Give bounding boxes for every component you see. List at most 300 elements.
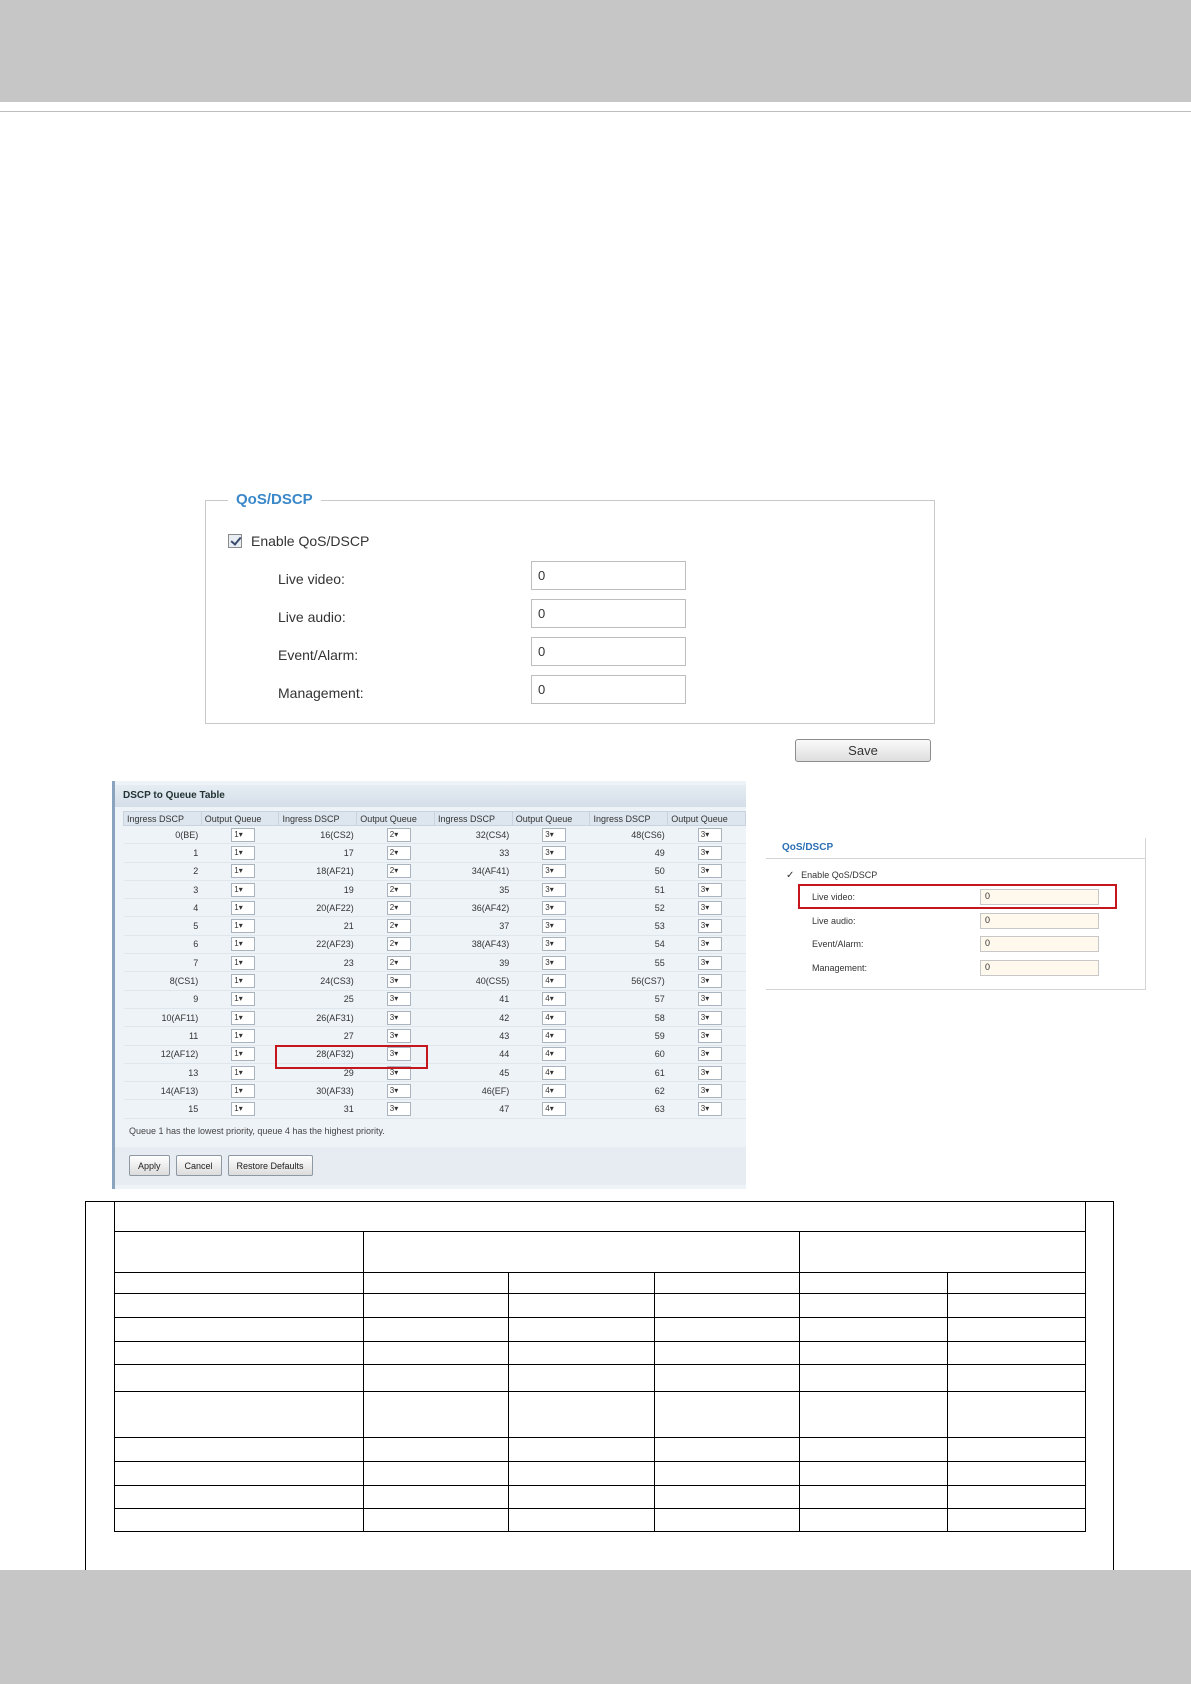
table-row bbox=[124, 1063, 746, 1081]
output-queue-cell bbox=[512, 899, 590, 917]
table-cell bbox=[655, 1273, 800, 1294]
output-queue-select[interactable] bbox=[698, 1102, 722, 1116]
output-queue-select[interactable] bbox=[387, 1011, 411, 1025]
event-alarm-input[interactable] bbox=[531, 637, 686, 666]
queue-value: 3 bbox=[545, 829, 550, 839]
output-queue-cell bbox=[512, 1082, 590, 1100]
ingress-dscp-cell: 20(AF22) bbox=[279, 899, 357, 917]
output-queue-cell bbox=[201, 1008, 279, 1026]
dropdown-arrow-icon: ▾ bbox=[549, 1049, 554, 1059]
queue-value: 2 bbox=[389, 921, 395, 931]
output-queue-select[interactable] bbox=[231, 1011, 255, 1025]
table-cell bbox=[509, 1438, 655, 1462]
dropdown-arrow-icon: ▾ bbox=[394, 1085, 399, 1095]
queue-priority-note: Queue 1 has the lowest priority, queue 4 has the highest priority. bbox=[129, 1126, 385, 1136]
table-cell bbox=[948, 1486, 1086, 1509]
queue-value: 1 bbox=[234, 939, 239, 949]
ingress-dscp-cell: 43 bbox=[434, 1027, 512, 1045]
table-cell bbox=[800, 1294, 948, 1318]
dropdown-arrow-icon: ▾ bbox=[705, 921, 710, 931]
table-row bbox=[115, 1462, 1086, 1486]
dropdown-arrow-icon: ▾ bbox=[705, 866, 710, 876]
management-input[interactable] bbox=[531, 675, 686, 704]
output-queue-select[interactable] bbox=[387, 901, 411, 915]
table-cell bbox=[509, 1509, 655, 1532]
output-queue-select[interactable] bbox=[542, 992, 566, 1006]
dropdown-arrow-icon: ▾ bbox=[394, 1012, 399, 1022]
table-cell bbox=[655, 1342, 800, 1365]
output-queue-select[interactable] bbox=[387, 846, 411, 860]
queue-value: 4 bbox=[545, 1085, 550, 1095]
table-row bbox=[115, 1509, 1086, 1532]
output-queue-select[interactable] bbox=[698, 974, 722, 988]
dropdown-arrow-icon: ▾ bbox=[705, 957, 710, 967]
ingress-dscp-cell: 27 bbox=[279, 1027, 357, 1045]
dropdown-arrow-icon: ▾ bbox=[705, 884, 710, 894]
output-queue-select[interactable] bbox=[698, 956, 722, 970]
ingress-dscp-cell: 60 bbox=[590, 1045, 668, 1063]
queue-value: 3 bbox=[389, 1085, 395, 1095]
ingress-dscp-cell: 9 bbox=[124, 990, 202, 1008]
table-cell bbox=[364, 1392, 509, 1438]
ingress-dscp-header: Ingress DSCP bbox=[279, 812, 357, 826]
queue-value: 3 bbox=[700, 884, 706, 894]
output-queue-select[interactable] bbox=[698, 828, 722, 842]
dropdown-arrow-icon: ▾ bbox=[705, 902, 710, 912]
dropdown-arrow-icon: ▾ bbox=[549, 1085, 554, 1095]
output-queue-select[interactable] bbox=[231, 1047, 255, 1061]
empty-grid-table bbox=[114, 1201, 1086, 1532]
output-queue-cell bbox=[201, 899, 279, 917]
output-queue-select[interactable] bbox=[231, 1102, 255, 1116]
output-queue-cell bbox=[668, 972, 746, 990]
table-cell bbox=[948, 1273, 1086, 1294]
queue-value: 3 bbox=[700, 1104, 706, 1114]
queue-value: 3 bbox=[389, 1049, 395, 1059]
queue-value: 1 bbox=[234, 866, 239, 876]
output-queue-header: Output Queue bbox=[668, 812, 746, 826]
table-row bbox=[124, 954, 746, 972]
output-queue-cell bbox=[357, 972, 435, 990]
queue-value: 1 bbox=[234, 1030, 239, 1040]
output-queue-select[interactable] bbox=[542, 901, 566, 915]
enable-qos-checkbox[interactable] bbox=[228, 534, 242, 548]
queue-value: 2 bbox=[389, 866, 395, 876]
output-queue-select[interactable] bbox=[387, 956, 411, 970]
output-queue-select[interactable] bbox=[231, 883, 255, 897]
table-cell bbox=[509, 1342, 655, 1365]
mini-live-video-label: Live video: bbox=[812, 892, 856, 902]
ingress-dscp-cell: 10(AF11) bbox=[124, 1008, 202, 1026]
output-queue-cell bbox=[201, 1100, 279, 1118]
output-queue-select[interactable] bbox=[542, 919, 566, 933]
output-queue-select[interactable] bbox=[698, 992, 722, 1006]
output-queue-select[interactable] bbox=[387, 828, 411, 842]
ingress-dscp-cell: 12(AF12) bbox=[124, 1045, 202, 1063]
mini-check-icon[interactable]: ✓ bbox=[786, 870, 795, 881]
ingress-dscp-cell: 29 bbox=[279, 1063, 357, 1081]
dropdown-arrow-icon: ▾ bbox=[238, 829, 243, 839]
ingress-dscp-cell: 8(CS1) bbox=[124, 972, 202, 990]
dropdown-arrow-icon: ▾ bbox=[549, 866, 554, 876]
output-queue-select[interactable] bbox=[231, 828, 255, 842]
dropdown-arrow-icon: ▾ bbox=[394, 994, 399, 1004]
ingress-dscp-cell: 51 bbox=[590, 880, 668, 898]
ingress-dscp-cell: 2 bbox=[124, 862, 202, 880]
output-queue-select[interactable] bbox=[231, 1029, 255, 1043]
table-cell bbox=[800, 1365, 948, 1392]
table-row bbox=[115, 1342, 1086, 1365]
ingress-dscp-cell: 48(CS6) bbox=[590, 826, 668, 844]
queue-value: 4 bbox=[545, 976, 550, 986]
live-video-highlight-box bbox=[798, 884, 1117, 909]
ingress-dscp-cell: 28(AF32) bbox=[279, 1045, 357, 1063]
output-queue-select[interactable] bbox=[698, 846, 722, 860]
queue-value: 3 bbox=[545, 866, 550, 876]
ingress-dscp-cell: 53 bbox=[590, 917, 668, 935]
mini-event-alarm-label: Event/Alarm: bbox=[812, 939, 864, 949]
output-queue-cell bbox=[512, 1027, 590, 1045]
output-queue-select[interactable] bbox=[231, 956, 255, 970]
dropdown-arrow-icon: ▾ bbox=[394, 1049, 399, 1059]
output-queue-cell bbox=[512, 862, 590, 880]
table-cell bbox=[948, 1365, 1086, 1392]
table-row bbox=[124, 844, 746, 862]
mini-management-input[interactable]: 0 bbox=[980, 960, 1099, 976]
mini-enable-row bbox=[786, 870, 877, 881]
table-row bbox=[124, 899, 746, 917]
table-cell bbox=[115, 1232, 364, 1273]
table-cell bbox=[115, 1318, 364, 1342]
output-queue-cell bbox=[201, 972, 279, 990]
ingress-dscp-cell: 7 bbox=[124, 954, 202, 972]
table-cell bbox=[115, 1365, 364, 1392]
dropdown-arrow-icon: ▾ bbox=[238, 1104, 243, 1114]
output-queue-select[interactable] bbox=[231, 1084, 255, 1098]
mini-live-video-input[interactable]: 0 bbox=[980, 889, 1099, 905]
queue-value: 3 bbox=[700, 1085, 706, 1095]
output-queue-select[interactable] bbox=[387, 992, 411, 1006]
queue-value: 1 bbox=[234, 1085, 239, 1095]
table-cell bbox=[655, 1365, 800, 1392]
output-queue-cell bbox=[357, 990, 435, 1008]
ingress-dscp-cell: 55 bbox=[590, 954, 668, 972]
dropdown-arrow-icon: ▾ bbox=[549, 1067, 554, 1077]
output-queue-cell bbox=[668, 899, 746, 917]
output-queue-header: Output Queue bbox=[512, 812, 590, 826]
table-cell bbox=[655, 1462, 800, 1486]
ingress-dscp-cell: 35 bbox=[434, 880, 512, 898]
output-queue-select[interactable] bbox=[542, 828, 566, 842]
dropdown-arrow-icon: ▾ bbox=[549, 884, 554, 894]
queue-value: 3 bbox=[545, 884, 550, 894]
event-alarm-label: Event/Alarm: bbox=[278, 647, 359, 663]
table-cell bbox=[364, 1232, 800, 1273]
ingress-dscp-cell: 46(EF) bbox=[434, 1082, 512, 1100]
queue-value: 3 bbox=[700, 1067, 706, 1077]
queue-value: 3 bbox=[700, 957, 706, 967]
table-row bbox=[124, 880, 746, 898]
dropdown-arrow-icon: ▾ bbox=[238, 866, 243, 876]
output-queue-select[interactable] bbox=[542, 1084, 566, 1098]
dropdown-arrow-icon: ▾ bbox=[394, 1067, 399, 1077]
queue-value: 1 bbox=[234, 884, 239, 894]
output-queue-cell bbox=[512, 880, 590, 898]
table-row bbox=[115, 1294, 1086, 1318]
dropdown-arrow-icon: ▾ bbox=[238, 847, 243, 857]
queue-value: 4 bbox=[545, 1012, 550, 1022]
output-queue-select[interactable] bbox=[698, 937, 722, 951]
table-cell bbox=[364, 1486, 509, 1509]
dscp-queue-table bbox=[123, 811, 746, 1119]
queue-value: 3 bbox=[545, 902, 550, 912]
ingress-dscp-cell: 40(CS5) bbox=[434, 972, 512, 990]
ingress-dscp-cell: 50 bbox=[590, 862, 668, 880]
queue-value: 3 bbox=[700, 847, 706, 857]
output-queue-cell bbox=[357, 954, 435, 972]
dropdown-arrow-icon: ▾ bbox=[549, 976, 554, 986]
output-queue-select[interactable] bbox=[698, 1011, 722, 1025]
output-queue-cell bbox=[668, 862, 746, 880]
output-queue-cell bbox=[668, 1100, 746, 1118]
ingress-dscp-cell: 34(AF41) bbox=[434, 862, 512, 880]
output-queue-cell bbox=[201, 826, 279, 844]
dropdown-arrow-icon: ▾ bbox=[394, 1030, 399, 1040]
queue-value: 3 bbox=[545, 957, 550, 967]
output-queue-select[interactable] bbox=[542, 864, 566, 878]
output-queue-select[interactable] bbox=[387, 883, 411, 897]
restore-defaults-button[interactable]: Restore Defaults bbox=[228, 1155, 313, 1176]
dropdown-arrow-icon: ▾ bbox=[549, 994, 554, 1004]
dropdown-arrow-icon: ▾ bbox=[394, 957, 399, 967]
mini-live-audio-input[interactable]: 0 bbox=[980, 913, 1099, 929]
dropdown-arrow-icon: ▾ bbox=[549, 1030, 554, 1040]
dropdown-arrow-icon: ▾ bbox=[549, 902, 554, 912]
table-cell bbox=[655, 1392, 800, 1438]
table-row bbox=[115, 1438, 1086, 1462]
table-cell bbox=[509, 1392, 655, 1438]
save-button[interactable]: Save bbox=[795, 739, 931, 762]
output-queue-cell bbox=[357, 880, 435, 898]
output-queue-cell bbox=[512, 1100, 590, 1118]
ingress-dscp-cell: 18(AF21) bbox=[279, 862, 357, 880]
dropdown-arrow-icon: ▾ bbox=[549, 921, 554, 931]
dropdown-arrow-icon: ▾ bbox=[238, 1067, 243, 1077]
ingress-dscp-cell: 24(CS3) bbox=[279, 972, 357, 990]
output-queue-cell bbox=[201, 1027, 279, 1045]
af32-highlight-box bbox=[275, 1045, 428, 1069]
output-queue-select[interactable] bbox=[231, 974, 255, 988]
table-cell bbox=[115, 1486, 364, 1509]
output-queue-select[interactable] bbox=[231, 937, 255, 951]
dscp-header-row bbox=[124, 812, 746, 826]
mini-qos-panel bbox=[766, 838, 1146, 990]
queue-value: 2 bbox=[389, 902, 395, 912]
ingress-dscp-cell: 42 bbox=[434, 1008, 512, 1026]
output-queue-select[interactable] bbox=[542, 1047, 566, 1061]
ingress-dscp-cell: 52 bbox=[590, 899, 668, 917]
output-queue-select[interactable] bbox=[542, 1066, 566, 1080]
mini-live-audio-label: Live audio: bbox=[812, 916, 856, 926]
ingress-dscp-cell: 25 bbox=[279, 990, 357, 1008]
table-cell bbox=[655, 1438, 800, 1462]
output-queue-select[interactable] bbox=[542, 956, 566, 970]
queue-value: 3 bbox=[545, 847, 550, 857]
ingress-dscp-cell: 5 bbox=[124, 917, 202, 935]
output-queue-cell bbox=[668, 1063, 746, 1081]
queue-value: 3 bbox=[700, 939, 706, 949]
table-row bbox=[124, 1008, 746, 1026]
output-queue-select[interactable] bbox=[231, 992, 255, 1006]
dropdown-arrow-icon: ▾ bbox=[238, 921, 243, 931]
output-queue-select[interactable] bbox=[698, 1084, 722, 1098]
output-queue-select[interactable] bbox=[542, 1102, 566, 1116]
table-cell bbox=[655, 1294, 800, 1318]
output-queue-select[interactable] bbox=[698, 901, 722, 915]
output-queue-select[interactable] bbox=[698, 883, 722, 897]
ingress-dscp-cell: 45 bbox=[434, 1063, 512, 1081]
output-queue-header: Output Queue bbox=[357, 812, 435, 826]
output-queue-cell bbox=[668, 1082, 746, 1100]
output-queue-cell bbox=[668, 1027, 746, 1045]
page-footer-band bbox=[0, 1570, 1191, 1684]
output-queue-cell bbox=[668, 990, 746, 1008]
queue-value: 3 bbox=[700, 921, 706, 931]
ingress-dscp-cell: 11 bbox=[124, 1027, 202, 1045]
queue-value: 1 bbox=[234, 994, 239, 1004]
output-queue-cell bbox=[512, 972, 590, 990]
table-row bbox=[124, 990, 746, 1008]
management-label: Management: bbox=[278, 685, 364, 701]
cancel-button[interactable]: Cancel bbox=[176, 1155, 222, 1176]
queue-value: 2 bbox=[389, 957, 395, 967]
dropdown-arrow-icon: ▾ bbox=[238, 1049, 243, 1059]
table-cell bbox=[948, 1462, 1086, 1486]
output-queue-select[interactable] bbox=[387, 937, 411, 951]
output-queue-select[interactable] bbox=[698, 1066, 722, 1080]
live-audio-input[interactable] bbox=[531, 599, 686, 628]
output-queue-cell bbox=[512, 844, 590, 862]
output-queue-select[interactable] bbox=[698, 1029, 722, 1043]
dropdown-arrow-icon: ▾ bbox=[705, 847, 710, 857]
queue-value: 2 bbox=[389, 939, 395, 949]
queue-value: 4 bbox=[545, 1104, 550, 1114]
output-queue-select[interactable] bbox=[542, 974, 566, 988]
output-queue-cell bbox=[668, 917, 746, 935]
dropdown-arrow-icon: ▾ bbox=[549, 847, 554, 857]
table-cell bbox=[115, 1462, 364, 1486]
output-queue-select[interactable] bbox=[542, 883, 566, 897]
output-queue-select[interactable] bbox=[231, 864, 255, 878]
ingress-dscp-cell: 49 bbox=[590, 844, 668, 862]
ingress-dscp-cell: 26(AF31) bbox=[279, 1008, 357, 1026]
ingress-dscp-cell: 36(AF42) bbox=[434, 899, 512, 917]
output-queue-cell bbox=[512, 935, 590, 953]
output-queue-select[interactable] bbox=[387, 974, 411, 988]
ingress-dscp-cell: 14(AF13) bbox=[124, 1082, 202, 1100]
ingress-dscp-cell: 21 bbox=[279, 917, 357, 935]
output-queue-select[interactable] bbox=[542, 937, 566, 951]
dropdown-arrow-icon: ▾ bbox=[705, 1085, 710, 1095]
output-queue-select[interactable] bbox=[698, 864, 722, 878]
output-queue-select[interactable] bbox=[542, 846, 566, 860]
table-cell bbox=[364, 1294, 509, 1318]
output-queue-cell bbox=[357, 1027, 435, 1045]
mini-enable-label: Enable QoS/DSCP bbox=[801, 870, 878, 880]
table-cell bbox=[800, 1509, 948, 1532]
output-queue-cell bbox=[357, 844, 435, 862]
output-queue-select[interactable] bbox=[387, 1084, 411, 1098]
output-queue-select[interactable] bbox=[542, 1029, 566, 1043]
table-cell bbox=[364, 1365, 509, 1392]
apply-button[interactable]: Apply bbox=[129, 1155, 170, 1176]
ingress-dscp-cell: 1 bbox=[124, 844, 202, 862]
queue-value: 3 bbox=[700, 994, 706, 1004]
dropdown-arrow-icon: ▾ bbox=[549, 829, 554, 839]
mini-event-alarm-input[interactable]: 0 bbox=[980, 936, 1099, 952]
output-queue-cell bbox=[201, 862, 279, 880]
output-queue-cell bbox=[668, 954, 746, 972]
ingress-dscp-cell: 59 bbox=[590, 1027, 668, 1045]
dscp-queue-panel bbox=[112, 781, 746, 1189]
output-queue-select[interactable] bbox=[231, 901, 255, 915]
queue-value: 4 bbox=[545, 1049, 550, 1059]
output-queue-cell bbox=[512, 954, 590, 972]
dropdown-arrow-icon: ▾ bbox=[394, 866, 399, 876]
output-queue-cell bbox=[357, 1008, 435, 1026]
table-cell bbox=[948, 1438, 1086, 1462]
mini-qos-divider bbox=[766, 858, 1146, 859]
table-row bbox=[115, 1273, 1086, 1294]
output-queue-cell bbox=[201, 990, 279, 1008]
dropdown-arrow-icon: ▾ bbox=[238, 1012, 243, 1022]
table-cell bbox=[364, 1273, 509, 1294]
output-queue-select[interactable] bbox=[387, 1029, 411, 1043]
live-video-input[interactable] bbox=[531, 561, 686, 590]
dropdown-arrow-icon: ▾ bbox=[705, 1067, 710, 1077]
output-queue-select[interactable] bbox=[387, 919, 411, 933]
table-cell bbox=[655, 1318, 800, 1342]
output-queue-select[interactable] bbox=[231, 1066, 255, 1080]
output-queue-cell bbox=[357, 1100, 435, 1118]
dropdown-arrow-icon: ▾ bbox=[238, 957, 243, 967]
queue-value: 4 bbox=[545, 1030, 550, 1040]
header-divider bbox=[0, 111, 1191, 112]
table-row bbox=[115, 1202, 1086, 1232]
dropdown-arrow-icon: ▾ bbox=[549, 939, 554, 949]
output-queue-cell bbox=[201, 844, 279, 862]
enable-qos-row bbox=[228, 533, 369, 549]
output-queue-select[interactable] bbox=[231, 846, 255, 860]
dropdown-arrow-icon: ▾ bbox=[394, 939, 399, 949]
output-queue-select[interactable] bbox=[698, 1047, 722, 1061]
output-queue-cell bbox=[512, 1063, 590, 1081]
table-row bbox=[124, 935, 746, 953]
output-queue-cell bbox=[668, 844, 746, 862]
table-cell bbox=[800, 1392, 948, 1438]
table-cell bbox=[364, 1509, 509, 1532]
output-queue-select[interactable] bbox=[542, 1011, 566, 1025]
queue-value: 1 bbox=[234, 1012, 239, 1022]
output-queue-cell bbox=[357, 826, 435, 844]
queue-value: 3 bbox=[389, 1030, 395, 1040]
ingress-dscp-cell: 37 bbox=[434, 917, 512, 935]
output-queue-select[interactable] bbox=[698, 919, 722, 933]
dropdown-arrow-icon: ▾ bbox=[394, 847, 399, 857]
output-queue-select[interactable] bbox=[231, 919, 255, 933]
output-queue-select[interactable] bbox=[387, 864, 411, 878]
output-queue-select[interactable] bbox=[387, 1102, 411, 1116]
